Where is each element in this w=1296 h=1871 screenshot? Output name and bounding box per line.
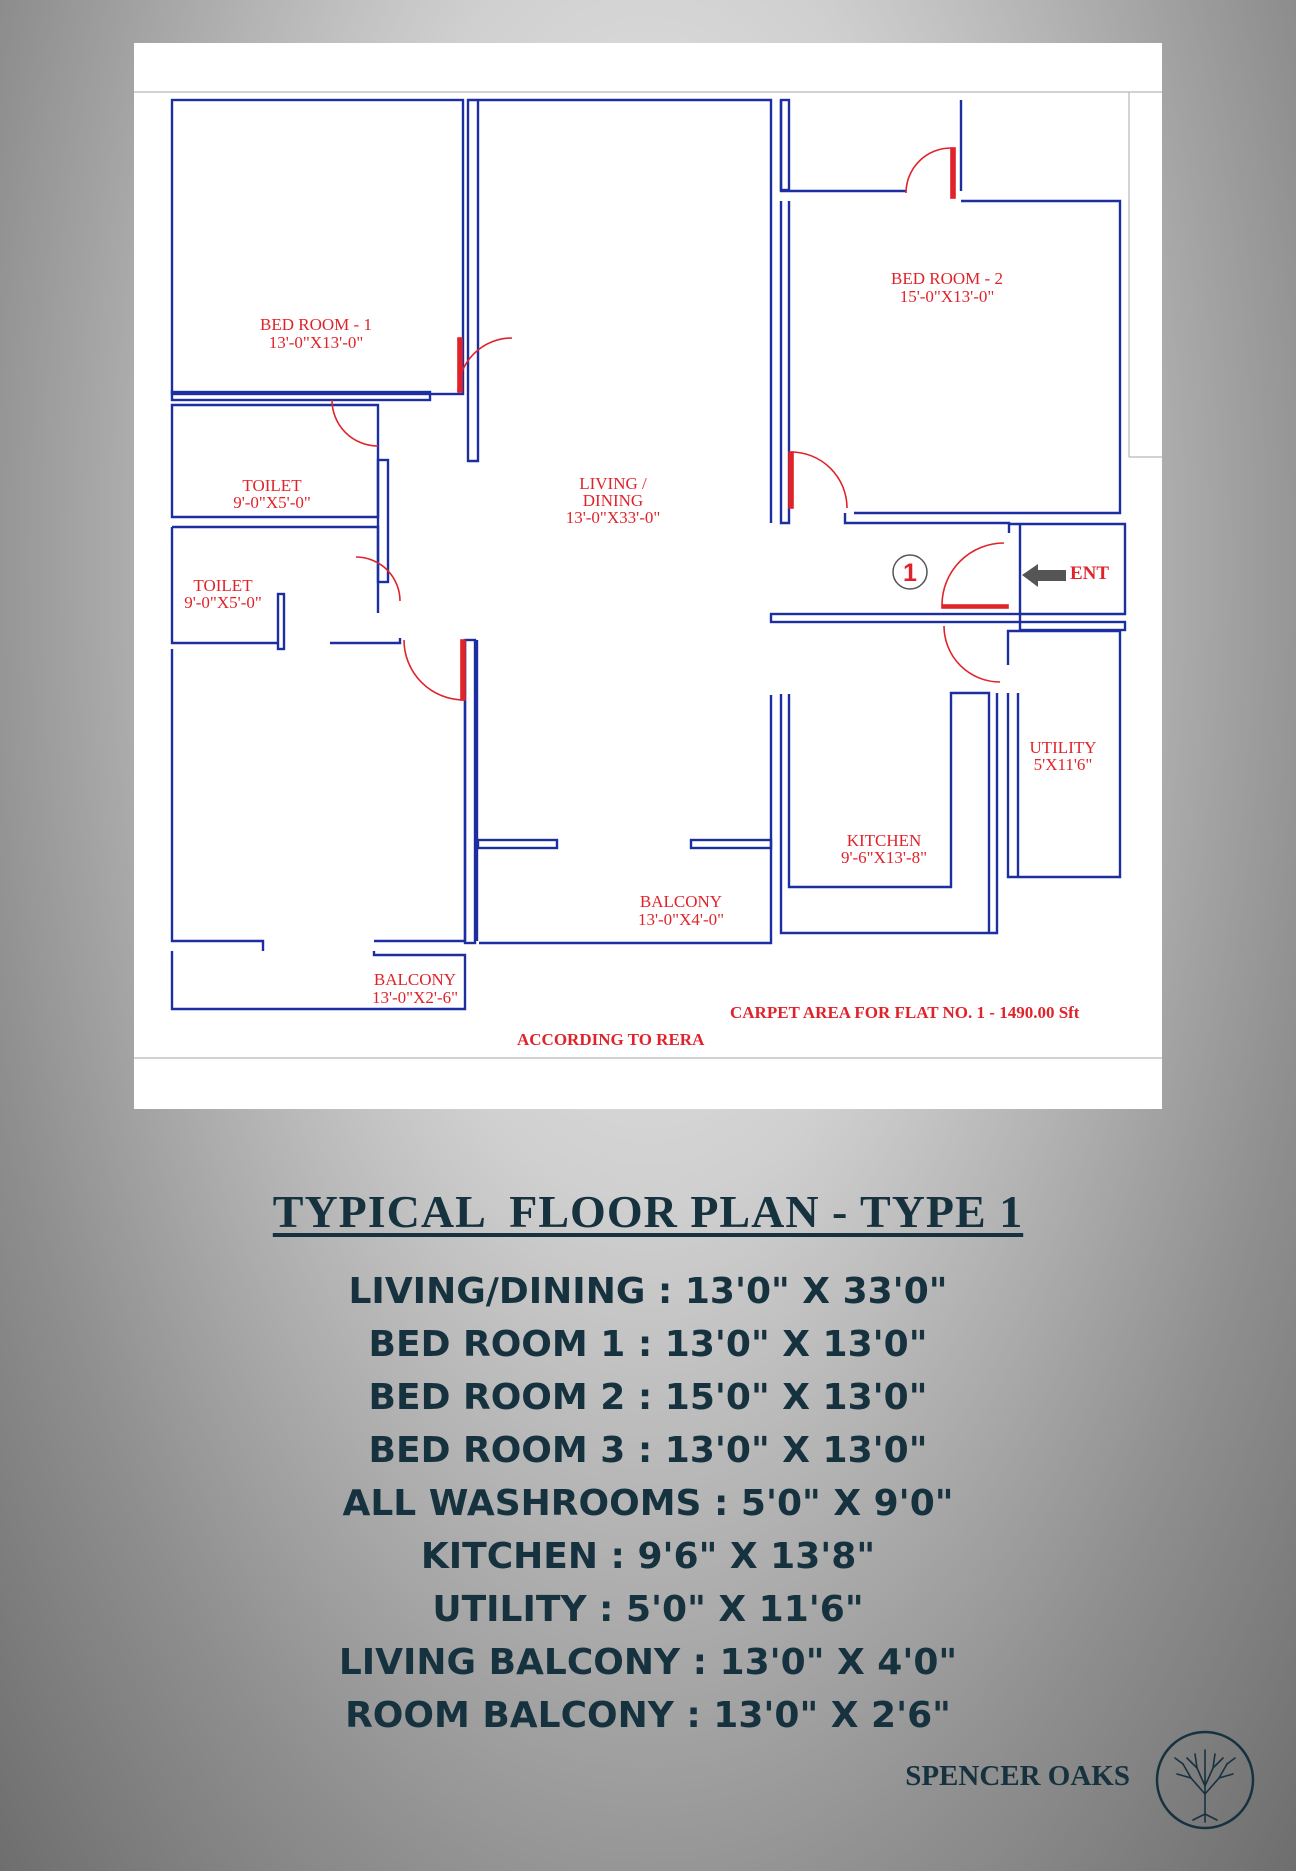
kitchen-name: KITCHEN: [846, 831, 922, 850]
entrance-arrow-icon: [1022, 564, 1066, 587]
spec-item: BED ROOM 2 : 15'0" X 13'0": [368, 1377, 928, 1418]
walls: [172, 100, 1125, 1009]
living-balcony-name: BALCONY: [639, 892, 723, 911]
spec-item: LIVING/DINING : 13'0" X 33'0": [348, 1271, 948, 1312]
toilet-1-name: TOILET: [242, 476, 302, 495]
page-title: [0, 1185, 1296, 1238]
doors: [332, 148, 1008, 700]
utility-size: 5'X11'6": [1033, 755, 1093, 774]
page-title-text: TYPICAL FLOOR PLAN - TYPE 1: [272, 1186, 1024, 1237]
floor-plan-svg: [134, 43, 1162, 1109]
living-size: 13'-0"X33'-0": [565, 508, 661, 527]
floor-plan-drawing: [134, 43, 1162, 1109]
toilet-1-size: 9'-0"X5'-0": [233, 493, 311, 512]
spec-item: UTILITY : 5'0" X 11'6": [432, 1589, 864, 1630]
carpet-area-note: CARPET AREA FOR FLAT NO. 1 - 1490.00 Sft: [730, 1003, 1080, 1022]
brand-name: SPENCER OAKS: [905, 1760, 1130, 1792]
spec-item: ROOM BALCONY : 13'0" X 2'6": [345, 1695, 951, 1736]
bed-room-1-name: BED ROOM - 1: [260, 315, 372, 334]
room-labels: [184, 269, 1096, 1007]
living-name-line1: LIVING /: [579, 474, 647, 493]
tree-icon: [1153, 1728, 1257, 1832]
toilet-2-size: 9'-0"X5'-0": [184, 593, 262, 612]
room-balcony-name: BALCONY: [373, 970, 457, 989]
bed-room-2-size: 15'-0"X13'-0": [899, 287, 995, 306]
utility-name: UTILITY: [1029, 738, 1097, 757]
bed-room-1-size: 13'-0"X13'-0": [268, 333, 364, 352]
spec-item: LIVING BALCONY : 13'0" X 4'0": [338, 1642, 958, 1683]
spec-item: BED ROOM 3 : 13'0" X 13'0": [368, 1430, 928, 1471]
flat-number-marker: [893, 555, 927, 589]
living-balcony-size: 13'-0"X4'-0": [637, 910, 725, 929]
bed-room-2-name: BED ROOM - 2: [891, 269, 1003, 288]
rera-note: ACCORDING TO RERA: [517, 1030, 705, 1049]
entrance-label: ENT: [1070, 563, 1110, 584]
kitchen-size: 9'-6"X13'-8": [840, 848, 928, 867]
spec-item: BED ROOM 1 : 13'0" X 13'0": [368, 1324, 928, 1365]
room-balcony-size: 13'-0"X2'-6": [371, 988, 459, 1007]
flat-number: 1: [903, 559, 917, 587]
spec-item: KITCHEN : 9'6" X 13'8": [420, 1536, 876, 1577]
room-spec-list: [0, 1265, 1296, 1742]
living-name-line2: DINING: [582, 491, 644, 510]
toilet-2-name: TOILET: [193, 576, 253, 595]
entrance-marker: [1022, 563, 1109, 587]
spec-item: ALL WASHROOMS : 5'0" X 9'0": [342, 1483, 954, 1524]
